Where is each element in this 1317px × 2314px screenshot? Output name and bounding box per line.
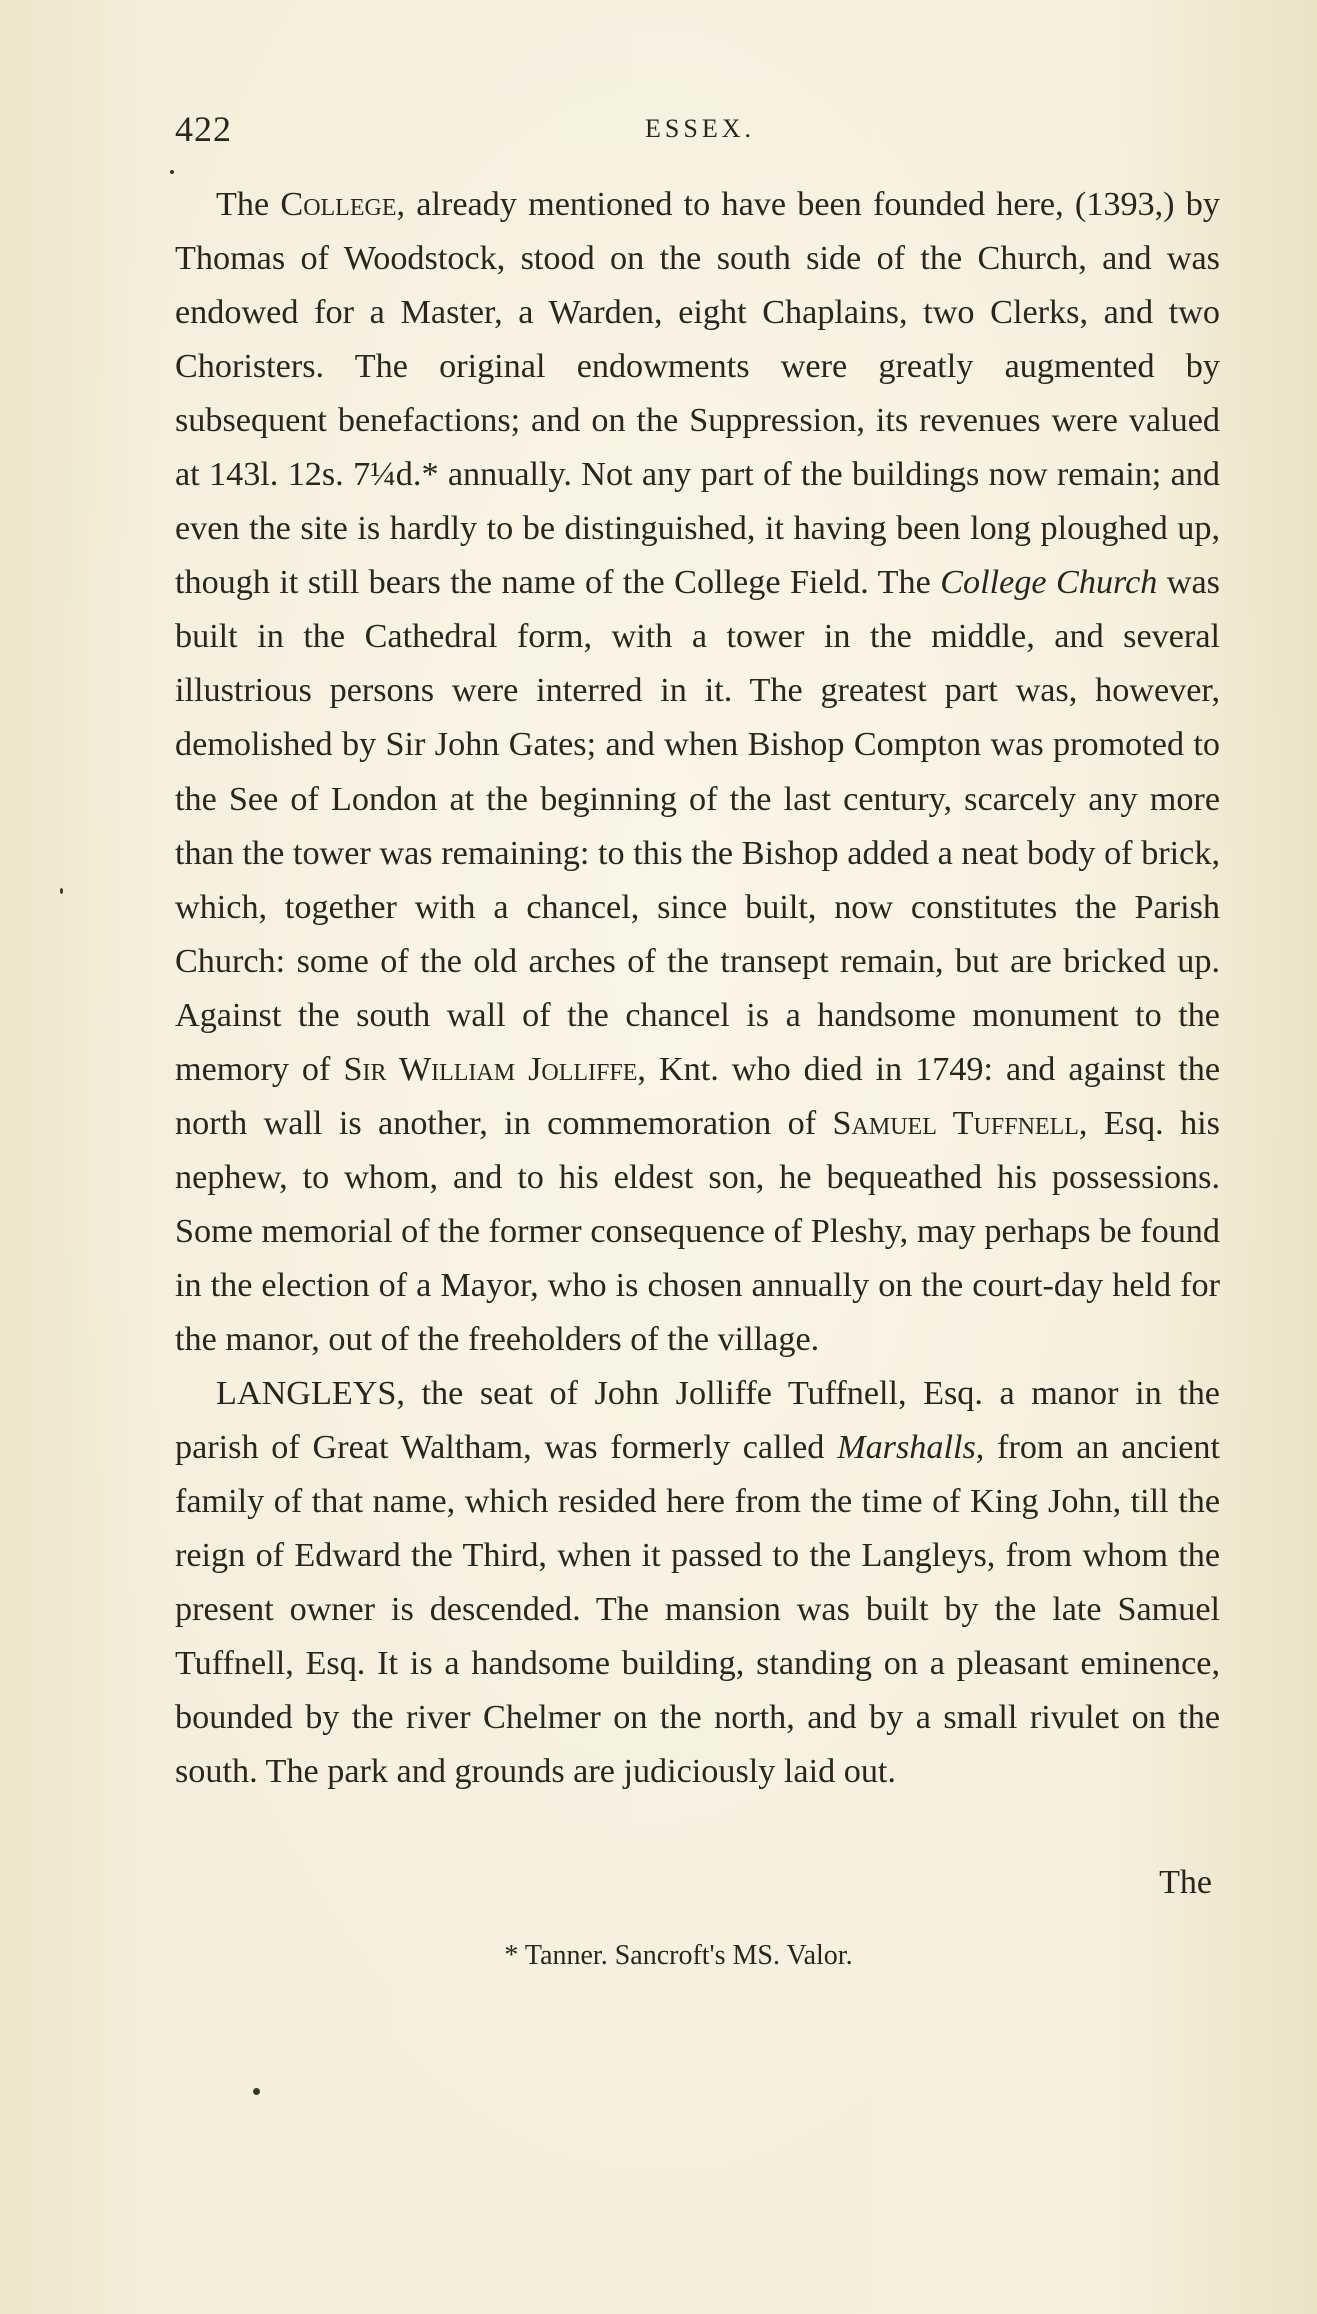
text-segment: The xyxy=(216,186,281,223)
footnote: * Tanner. Sancroft's MS. Valor. xyxy=(504,1940,853,1971)
smallcaps-segment: Samuel Tuffnell xyxy=(832,1104,1079,1142)
text-segment: was built in the Cathedral form, with a tower in the middle, and several illustrious persons were interred in it. The greatest part was, however, demolished by Sir John Gates; and when Bishop Compton was promoted to the See of London at the beginning of the last century, scarcely any more than the tower was remaining: to this the Bishop added a neat body of brick, which, together with a chancel, since built, now constitutes the Parish Church: some of the old arches of the transept remain, but are bricked up. Against the south wall of the chancel is a handsome monument to the memory of xyxy=(175,564,1220,1088)
page-header xyxy=(175,108,1225,158)
page-number: 422 xyxy=(175,109,232,149)
text-segment: , from an ancient family of that name, which resided here from the time of King John, till the reign of Edward the Third, when it passed to the Langleys, from whom the present owner is descended. The mansion was built by the late Samuel Tuffnell, Esq. It is a handsome building, standing on a pleasant eminence, bounded by the river Chelmer on the north, and by a small rivulet on the south. The park and grounds are judiciously laid out. xyxy=(175,1429,1220,1791)
text-segment: , already mentioned to have been founded here, (1393,) by Thomas of Woodstock, stood on the south side of the Church, and was endowed for a Master, a Warden, eight Chaplains, two Clerks, and two Choristers. The original endowments were greatly augmented by subsequent benefactions; and on the Suppression, its revenues were valued at 143l. 12s. 7¼d.* annually. Not any part of the buildings now remain; and even the site is hardly to be distinguished, it having been long ploughed up, though it still bears the name of the College Field. The xyxy=(175,186,1220,602)
ink-speck xyxy=(253,2088,260,2095)
text-segment: , Knt. who died in 1749: and against the north wall is another, in commemoration of xyxy=(175,1050,1220,1142)
text-segment: , Esq. his nephew, to whom, and to his eldest son, he bequeathed his possessions. Some memorial of the former consequence of Pleshy, may perhaps be found in the election of a Mayor, who is chosen annually on the court-day held for the manor, out of the freeholders of the village. xyxy=(175,1104,1220,1358)
catchword: The xyxy=(1159,1864,1212,1901)
body-text xyxy=(175,178,1220,1799)
italic-segment: College Church xyxy=(940,564,1158,602)
text-segment: LANGLEYS, the seat of John Jolliffe Tuffnell, Esq. a manor in the parish of Great Waltham, was formerly called xyxy=(175,1375,1220,1467)
italic-segment: Marshalls xyxy=(837,1429,976,1467)
ink-speck xyxy=(60,888,63,894)
smallcaps-segment: College xyxy=(280,186,397,223)
paragraph-college xyxy=(175,178,1220,1367)
ink-speck xyxy=(170,170,174,174)
paragraph-langleys xyxy=(175,1367,1220,1799)
running-head: ESSEX. xyxy=(645,114,755,143)
smallcaps-segment: Sir William Jolliffe xyxy=(343,1050,638,1088)
